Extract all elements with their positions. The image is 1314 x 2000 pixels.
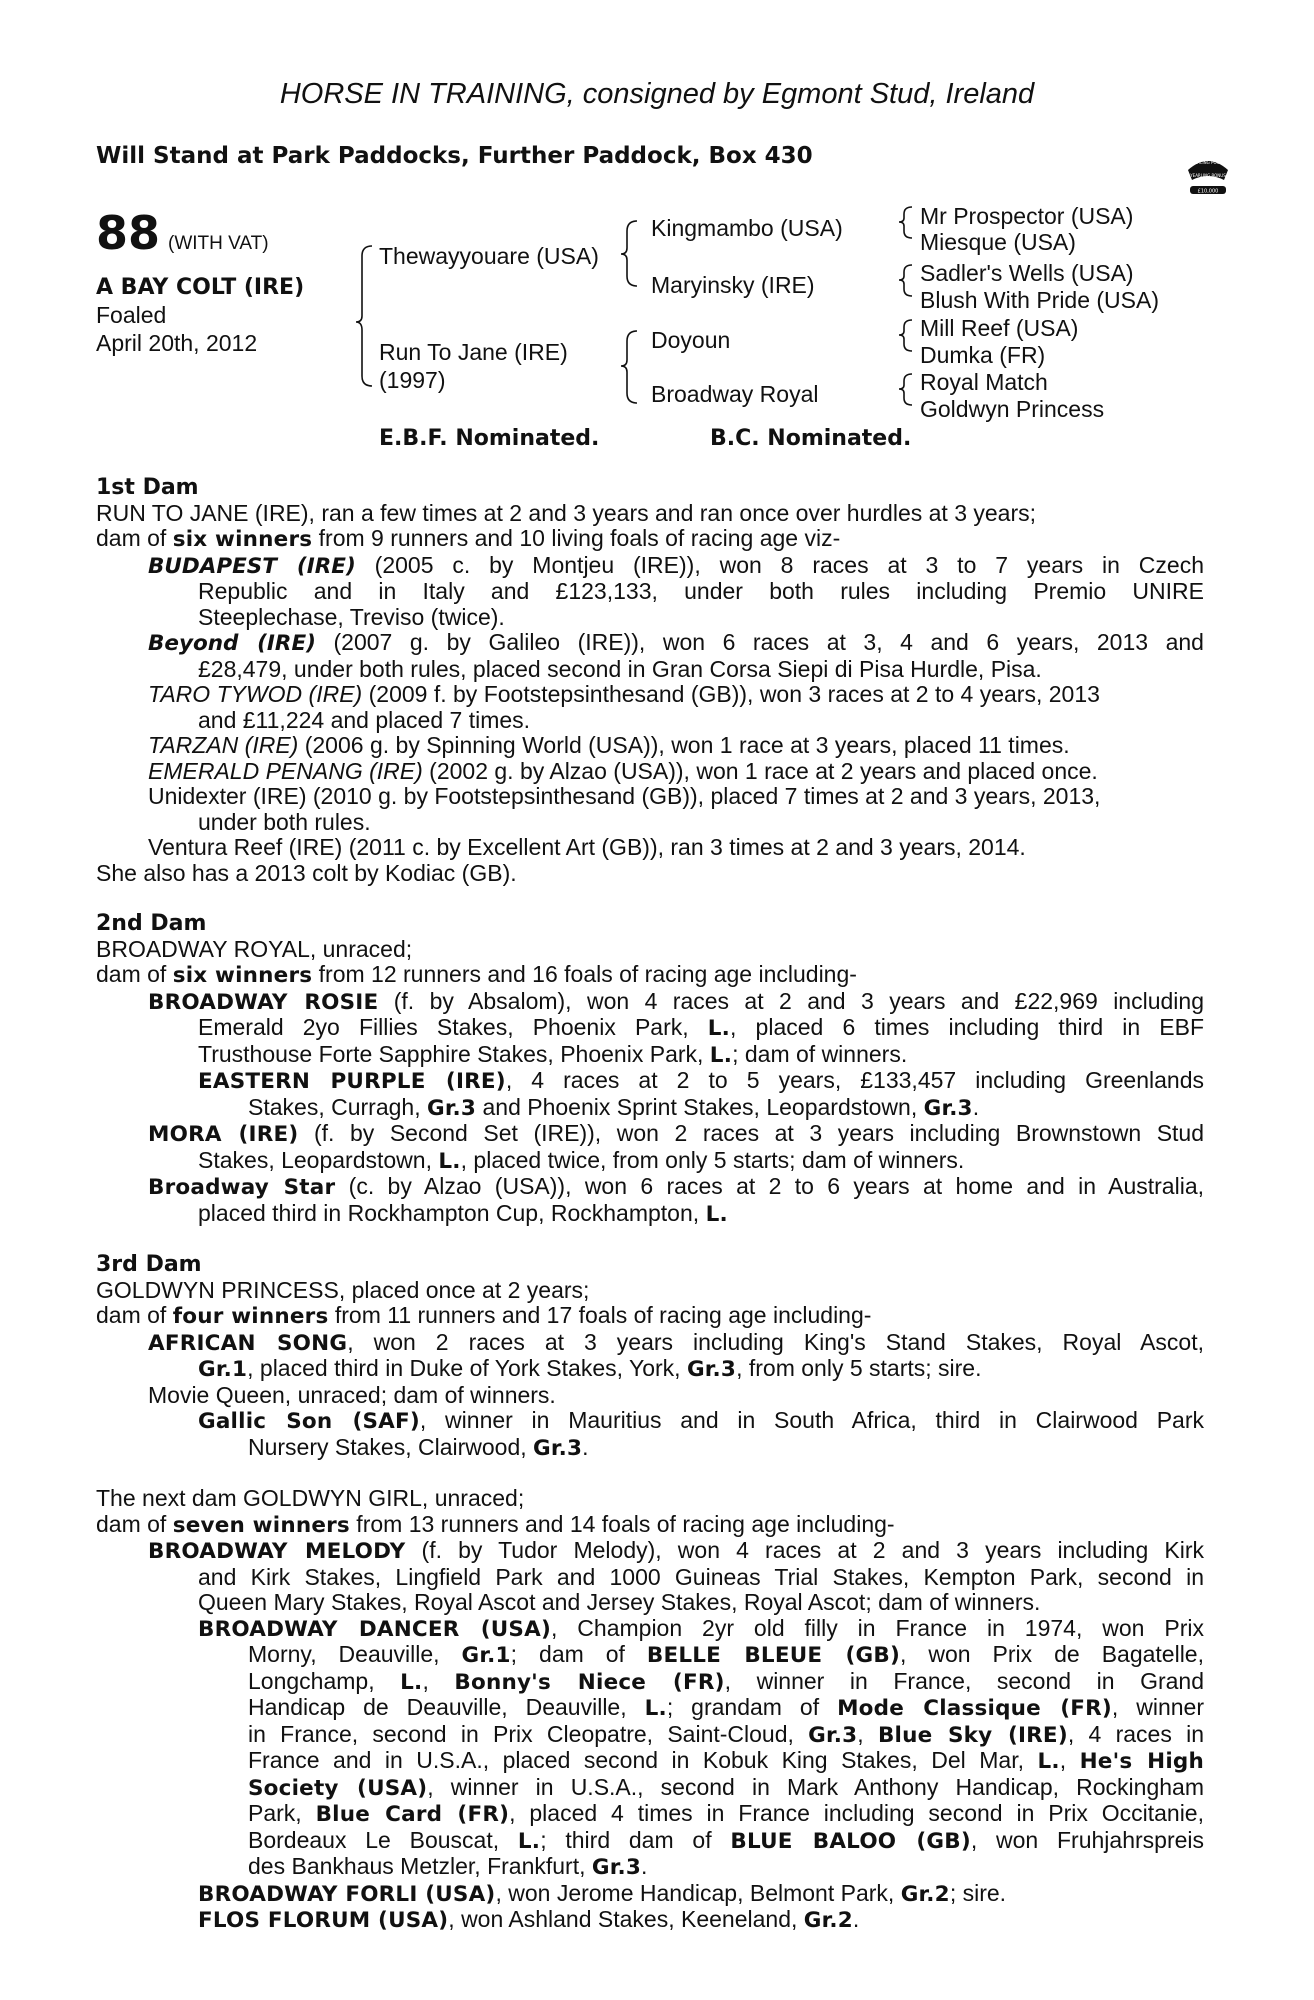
pedigree-gen3-2: Miesque (USA) [920, 229, 1076, 255]
pedigree-gen3-1: Mr Prospector (USA) [920, 203, 1134, 229]
first-dam-summary: dam of six winners from 9 runners and 10 living foals of racing age viz- [96, 525, 841, 552]
pedigree-dam-dam: Broadway Royal [651, 381, 819, 407]
lot-number: 88 [96, 206, 161, 260]
produce-african-song: AFRICAN SONG, won 2 races at 3 years including King's Stand Stakes, Royal Ascot, Gr.1, placed third in Duke of York Stakes, York, Gr.3, from only 5 starts; sire. [148, 1328, 1204, 1382]
produce-2013-colt: She also has a 2013 colt by Kodiac (GB). [96, 859, 517, 886]
pedigree-gen3-5: Mill Reef (USA) [920, 315, 1079, 341]
foaled-date: April 20th, 2012 [96, 330, 258, 356]
produce-broadway-forli: BROADWAY FORLI (USA), won Jerome Handicap, Belmont Park, Gr.2; sire. [198, 1879, 1007, 1907]
third-dam-summary: dam of four winners from 11 runners and 17 foals of racing age including- [96, 1302, 872, 1329]
produce-eastern-purple: EASTERN PURPLE (IRE), 4 races at 2 to 5 years, £133,457 including Greenlands Stakes, Curragh, Gr.3 and Phoenix Sprint Stakes, Leopardstown, Gr.3. [198, 1067, 1204, 1121]
catalogue-body [96, 475, 1204, 1934]
second-dam-intro: BROADWAY ROYAL, unraced; [96, 935, 413, 962]
logo-bottom-text: £10,000 [1197, 188, 1219, 195]
produce-broadway-rosie: BROADWAY ROSIE (f. by Absalom), won 4 races at 2 and 3 years and £22,969 including Emerald 2yo Fillies Stakes, Phoenix Park, L., placed 6 times including third in EBF Trusthouse Forte Sapphire Stakes, Phoenix Park, L.; dam of winners. [148, 987, 1204, 1068]
pedigree-sire: Thewayyouare (USA) [379, 243, 599, 269]
pedigree-gen3-6: Dumka (FR) [920, 342, 1046, 368]
pedigree-dam-sire: Doyoun [651, 327, 731, 353]
pedigree-gen3-8: Goldwyn Princess [920, 396, 1105, 422]
page-title: HORSE IN TRAINING, consigned by Egmont Stud, Ireland [279, 78, 1035, 110]
logo-middle-text: YEARLING BONUS [1190, 173, 1226, 178]
pedigree-sire-sire: Kingmambo (USA) [651, 215, 843, 241]
first-dam-intro: RUN TO JANE (IRE), ran a few times at 2 and 3 years and ran once over hurdles at 3 years; [96, 499, 1037, 526]
ebf-nominated: E.B.F. Nominated. [379, 426, 600, 451]
produce-broadway-melody: BROADWAY MELODY (f. by Tudor Melody), won 4 races at 2 and 3 years including Kirk and Kirk Stakes, Lingfield Park and 1000 Guineas Trial Stakes, Kempton Park, second in Queen Mary Stakes, Royal Ascot and Jersey Stakes, Royal Ascot; dam of winners. [148, 1537, 1204, 1615]
produce-tarzan: TARZAN (IRE) (2006 g. by Spinning World (USA)), won 1 race at 3 years, placed 11 times. [148, 732, 1070, 758]
foaled-label: Foaled [96, 302, 167, 328]
stand-location: Will Stand at Park Paddocks, Further Paddock, Box 430 [96, 143, 813, 169]
produce-broadway-star: Broadway Star (c. by Alzao (USA)), won 6 races at 2 to 6 years at home and in Australia, placed third in Rockhampton Cup, Rockhampton, L. [148, 1173, 1204, 1227]
third-dam-heading: 3rd Dam [96, 1252, 202, 1277]
pedigree-gen3-4: Blush With Pride (USA) [920, 287, 1160, 313]
produce-ventura-reef: Ventura Reef (IRE) (2011 c. by Excellent Art (GB)), ran 3 times at 2 and 3 years, 2014. [148, 834, 1026, 860]
second-dam-summary: dam of six winners from 12 runners and 16 foals of racing age including- [96, 961, 857, 988]
lot-description: A BAY COLT (IRE) [96, 275, 305, 300]
first-dam-heading: 1st Dam [96, 475, 199, 500]
produce-broadway-dancer: BROADWAY DANCER (USA), Champion 2yr old filly in France in 1974, won Prix Morny, Deauville, Gr.1; dam of BELLE BLEUE (GB), won Prix de Bagatelle, Longchamp, L., Bonny's Niece (FR), winner in France, second in Grand Handicap de Deauville, Deauville, L.; grandam of Mode Classique (FR), winner in France, second in Prix Cleopatre, Saint-Cloud, Gr.3, Blue Sky (IRE), 4 races in France and in U.S.A., placed second in Kobuk King Stakes, Del Mar, L., He's High Society (USA), winner in U.S.A., second in Mark Anthony Handicap, Rockingham Park, Blue Card (FR), placed 4 times in France including second in Prix Occitanie, Bordeaux Le Bouscat, L.; third dam of BLUE BALOO (GB), won Fruhjahrspreis des Bankhaus Metzler, Frankfurt, Gr.3. [198, 1614, 1205, 1880]
produce-gallic-son: Gallic Son (SAF), winner in Mauritius and in South Africa, third in Clairwood Park Nursery Stakes, Clairwood, Gr.3. [198, 1407, 1204, 1461]
produce-beyond: Beyond (IRE) (2007 g. by Galileo (IRE)), won 6 races at 3, 4 and 6 years, 2013 and £28,479, under both rules, placed second in Gran Corsa Siepi di Pisa Hurdle, Pisa. [148, 629, 1204, 682]
produce-budapest: BUDAPEST (IRE) (2005 c. by Montjeu (IRE)), won 8 races at 3 to 7 years in Czech Republic and in Italy and £123,133, under both rules including Premio UNIRE Steeplechase, Treviso (twice). [148, 551, 1204, 630]
next-dam-summary: dam of seven winners from 13 runners and 14 foals of racing age including- [96, 1510, 895, 1538]
second-dam-heading: 2nd Dam [96, 911, 207, 936]
produce-mora: MORA (IRE) (f. by Second Set (IRE)), won 2 races at 3 years including Brownstown Stud Stakes, Leopardstown, L., placed twice, from only 5 starts; dam of winners. [148, 1120, 1205, 1174]
next-dam-intro: The next dam GOLDWYN GIRL, unraced; [96, 1485, 525, 1511]
bc-nominated: B.C. Nominated. [710, 426, 912, 451]
produce-movie-queen: Movie Queen, unraced; dam of winners. [148, 1381, 556, 1408]
vat-note: (WITH VAT) [168, 233, 269, 254]
produce-taro-tywod: TARO TYWOD (IRE) (2009 f. by Footstepsinthesand (GB)), won 3 races at 2 to 4 years, 2013 and £11,224 and placed 7 times. [148, 681, 1100, 733]
produce-unidexter: Unidexter (IRE) (2010 g. by Footstepsinthesand (GB)), placed 7 times at 2 and 3 years, 2013, under both rules. [148, 783, 1101, 835]
pedigree-gen3-7: Royal Match [920, 369, 1048, 395]
pedigree-dam: Run To Jane (IRE) [379, 339, 568, 365]
pedigree-sire-dam: Maryinsky (IRE) [651, 272, 815, 298]
produce-emerald-penang: EMERALD PENANG (IRE) (2002 g. by Alzao (USA)), won 1 race at 2 years and placed once. [148, 757, 1098, 784]
pedigree-gen3-3: Sadler's Wells (USA) [920, 260, 1134, 286]
produce-flos-florum: FLOS FLORUM (USA), won Ashland Stakes, Keeneland, Gr.2. [198, 1906, 860, 1933]
pedigree-dam-year: (1997) [379, 367, 446, 393]
third-dam-intro: GOLDWYN PRINCESS, placed once at 2 years; [96, 1276, 590, 1303]
logo-top-text: RACING POST [1194, 160, 1222, 165]
